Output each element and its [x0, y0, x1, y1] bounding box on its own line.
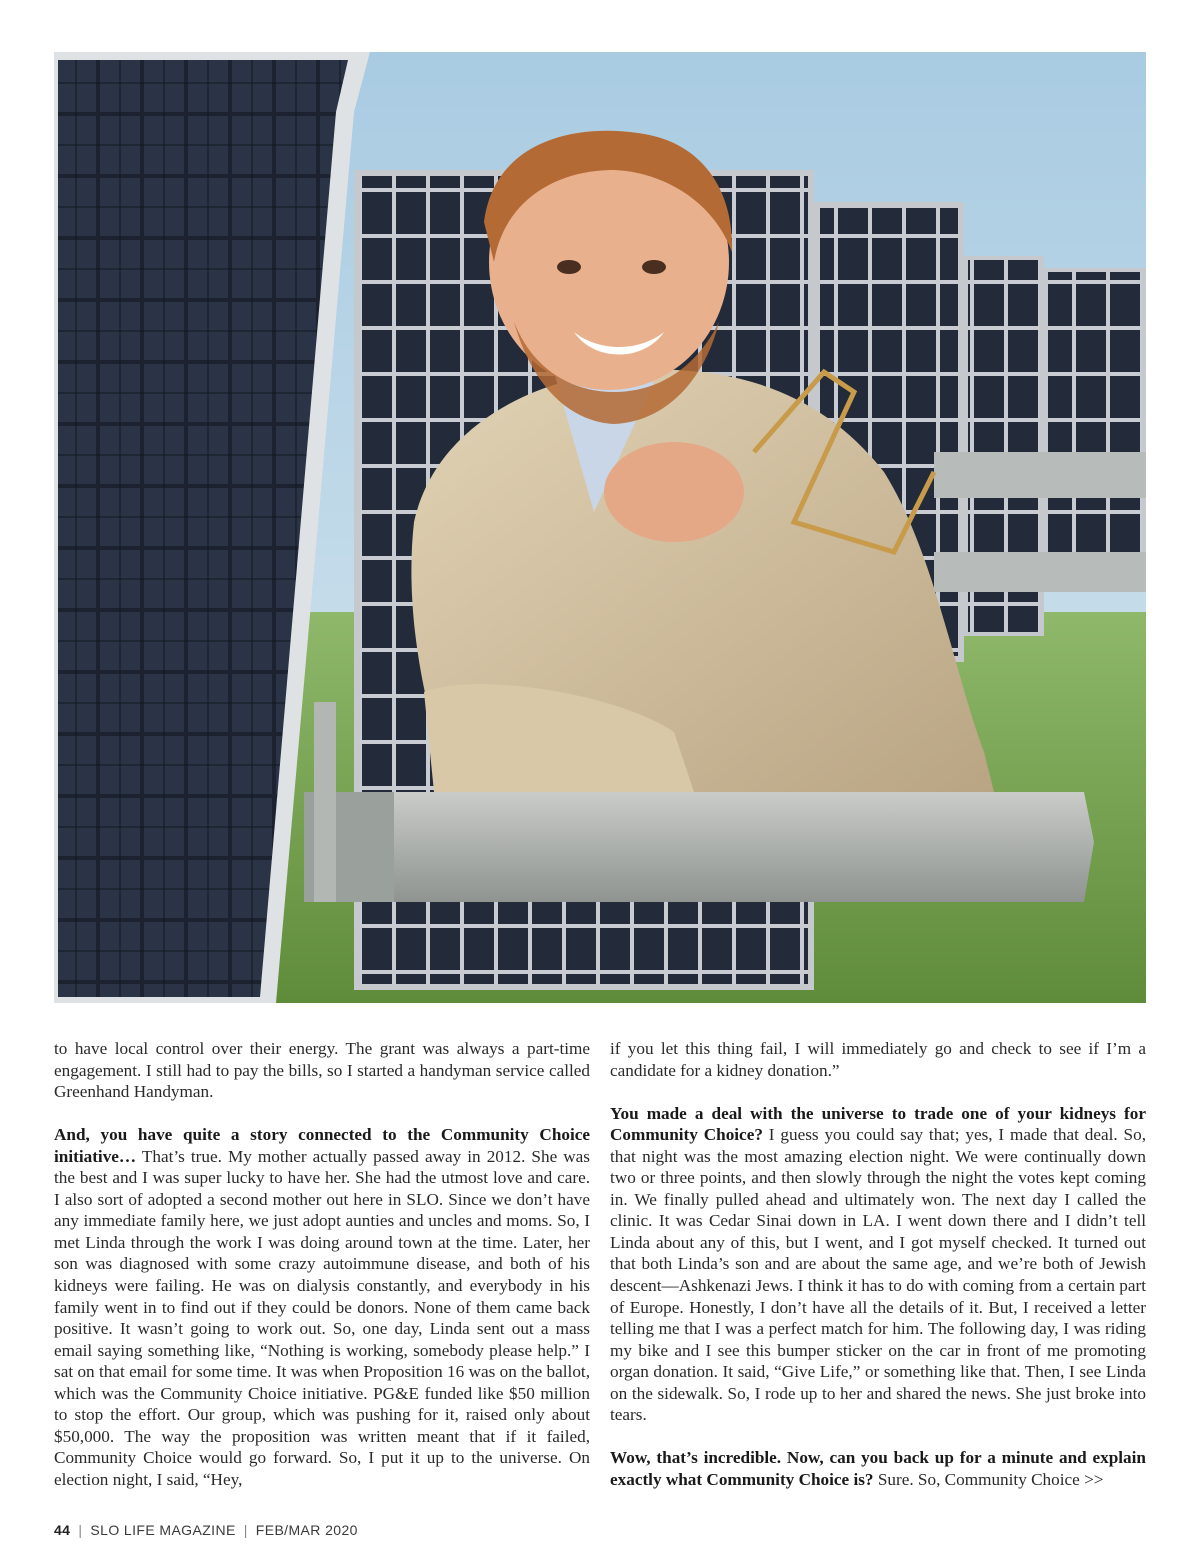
issue-date: FEB/MAR 2020: [255, 1522, 358, 1538]
article-paragraph: [610, 1103, 1146, 1426]
answer-text: That’s true. My mother actually passed away in 2012. She was the best and I was super lucky to have her. She had the utmost love and care. I also sort of adopted a second mother out here in SLO. Since we don’t have any immediate family here, we just adopt aunties and uncles and moms. So, I met Linda through the work I was doing around town at the time. Later, her son was diagnosed with some crazy autoimmune disease, and both of his kidneys were failing. He was on dialysis constantly, and everybody in his family went in to find out if they could be donors. None of them came back positive. It wasn’t going to work out. So, one day, Linda sent out a mass email saying something like, “Nothing is working, somebody please help.” I sat on that email for some time. It was when Proposition 16 was on the ballot, which was the Community Choice initiative. PG&E funded like $50 million to stop the effort. Our group, which was pushing for it, raised only about $50,000. The way the proposition was written meant that if it failed, Community Choice would go forward. So, I put it up to the universe. On election night, I said, “Hey,: [54, 1146, 590, 1489]
interview-question: And, you have quite a story connected to the Community Choice initiative…: [54, 1125, 590, 1166]
answer-text: if you let this thing fail, I will immediately go and check to see if I’m a candidate for a kidney donation.”: [610, 1039, 1146, 1080]
article-column-left: [54, 1038, 590, 1512]
page-number: 44: [54, 1522, 71, 1538]
portrait-photo-icon: [54, 52, 1146, 1003]
magazine-name: SLO LIFE MAGAZINE: [90, 1522, 236, 1538]
article-paragraph: [610, 1447, 1146, 1490]
article-paragraph: [54, 1038, 590, 1103]
footer-separator: |: [243, 1522, 248, 1538]
interview-question: Wow, that’s incredible. Now, can you back up for a minute and explain exactly what Community Choice is?: [610, 1448, 1146, 1489]
answer-text: Sure. So, Community Choice >>: [873, 1469, 1104, 1489]
article-photo: [54, 52, 1146, 1003]
interview-question: You made a deal with the universe to trade one of your kidneys for Community Choice?: [610, 1103, 1146, 1145]
article-column-right: [610, 1038, 1146, 1512]
article-paragraph: [610, 1038, 1146, 1081]
answer-text: to have local control over their energy. The grant was always a part-time engagement. I still had to pay the bills, so I started a handyman service called Greenhand Handyman.: [54, 1039, 590, 1102]
answer-text: I guess you could say that; yes, I made that deal. So, that night was the most amazing election night. We were continually down two or three points, and then slowly through the night the votes kept coming in. We finally pulled ahead and ultimately won. The next day I called the clinic. It was Cedar Sinai down in LA. I went down there and I didn’t tell Linda about any of this, but I went, and I got myself checked. It turned out that both Linda’s son and are about the same age, and we’re both of Jewish descent—Ashkenazi Jews. I think it has to do with coming from a certain part of Europe. Honestly, I don’t have all the details of it. But, I received a letter telling me that I was a perfect match for him. The following day, I was riding my bike and I see this bumper sticker on the car in front of me promoting organ donation. It said, “Give Life,” or something like that. Then, I see Linda on the sidewalk. So, I rode up to her and shared the news. She just broke into tears.: [610, 1125, 1147, 1425]
footer-separator: |: [78, 1522, 83, 1538]
article-paragraph: [54, 1124, 590, 1490]
page-footer: [54, 1522, 358, 1542]
